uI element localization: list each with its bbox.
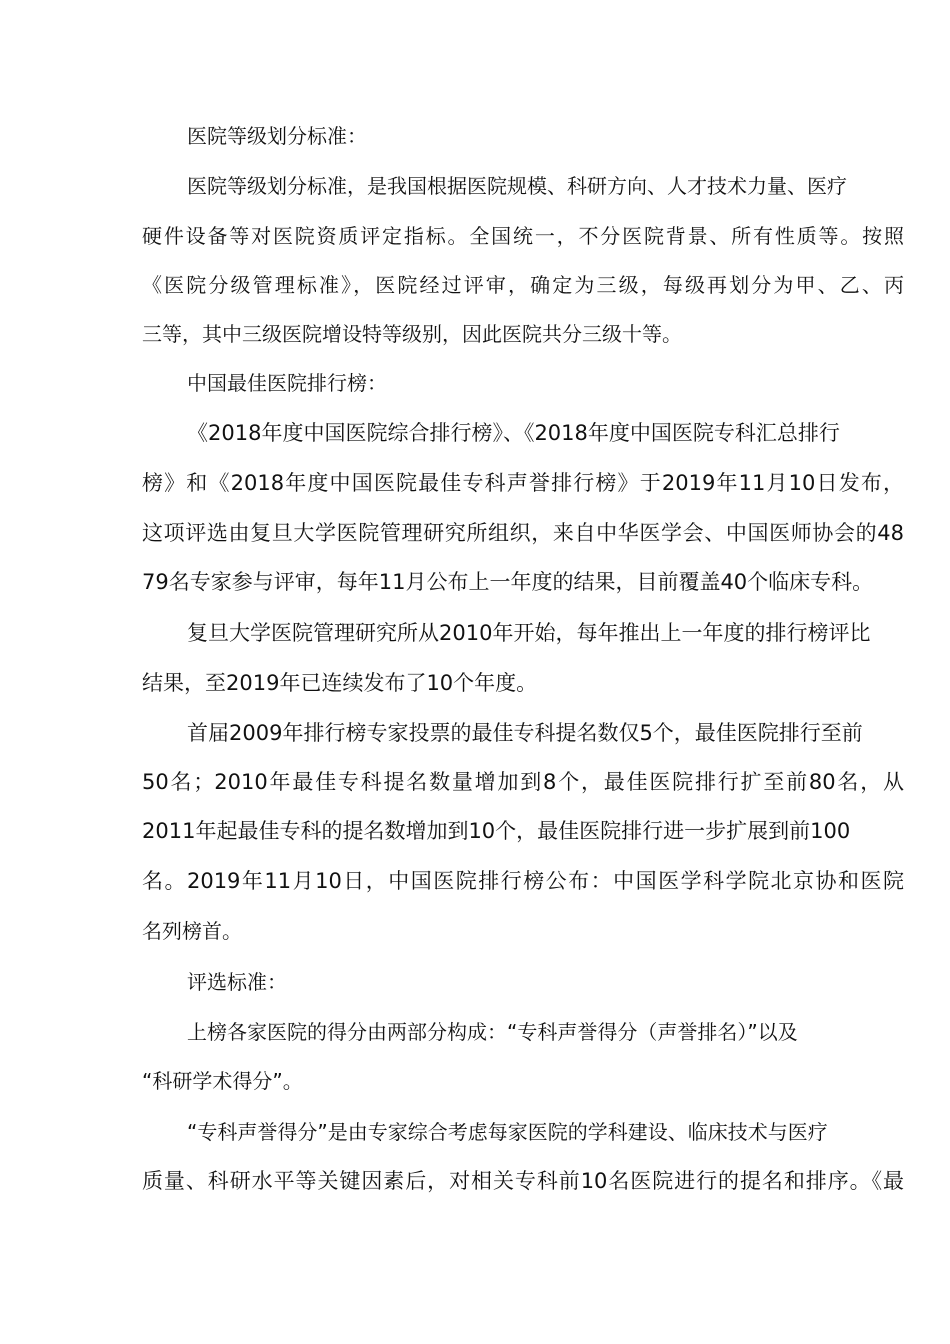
paragraph-line: 硬件设备等对医院资质评定指标。全国统一，不分医院背景、所有性质等。按照 (142, 224, 904, 248)
paragraph-line: 《2018年度中国医院综合排行榜》、《2018年度中国医院专科汇总排行 (187, 421, 840, 445)
paragraph-line: “专科声誉得分”是由专家综合考虑每家医院的学科建设、临床技术与医疗 (187, 1120, 828, 1144)
paragraph-line: 首届2009年排行榜专家投票的最佳专科提名数仅5个，最佳医院排行至前 (187, 721, 863, 745)
paragraph-line: 复旦大学医院管理研究所从2010年开始，每年推出上一年度的排行榜评比 (187, 621, 871, 645)
paragraph-line: 质量、科研水平等关键因素后，对相关专科前10名医院进行的提名和排序。《最 (142, 1169, 904, 1193)
paragraph-line: 79名专家参与评审，每年11月公布上一年度的结果，目前覆盖40个临床专科。 (142, 570, 874, 594)
paragraph-line: “科研学术得分”。 (142, 1069, 303, 1093)
paragraph-line: 这项评选由复旦大学医院管理研究所组织，来自中华医学会、中国医师协会的48 (142, 521, 904, 545)
paragraph-line: 《医院分级管理标准》，医院经过评审，确定为三级，每级再划分为甲、乙、丙 (142, 273, 904, 297)
paragraph-line: 榜》和《2018年度中国医院最佳专科声誉排行榜》于2019年11月10日发布， (142, 471, 904, 495)
paragraph-line: 结果，至2019年已连续发布了10个年度。 (142, 671, 538, 695)
paragraph-line: 2011年起最佳专科的提名数增加到10个，最佳医院排行进一步扩展到前100 (142, 819, 851, 843)
paragraph-line: 名。2019年11月10日，中国医院排行榜公布：中国医学科学院北京协和医院 (142, 869, 904, 893)
paragraph-line: 名列榜首。 (142, 919, 242, 943)
section-heading-best-hospital-ranking: 中国最佳医院排行榜： (187, 371, 387, 395)
paragraph-line: 50名；2010年最佳专科提名数量增加到8个，最佳医院排行扩至前80名，从 (142, 770, 904, 794)
paragraph-line: 上榜各家医院的得分由两部分构成：“专科声誉得分（声誉排名）”以及 (187, 1020, 798, 1044)
paragraph-line: 医院等级划分标准，是我国根据医院规模、科研方向、人才技术力量、医疗 (187, 174, 847, 198)
section-heading-selection-criteria: 评选标准： (187, 970, 287, 994)
paragraph-line: 三等，其中三级医院增设特等级别，因此医院共分三级十等。 (142, 322, 682, 346)
section-heading-grading-standard: 医院等级划分标准： (187, 124, 367, 148)
